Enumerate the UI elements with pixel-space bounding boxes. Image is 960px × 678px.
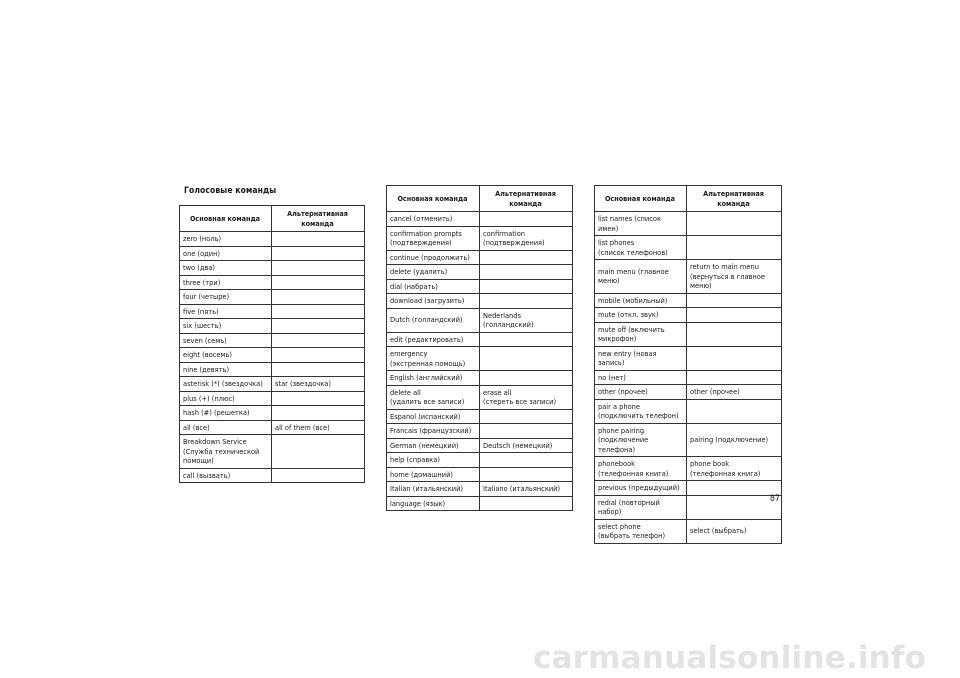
alternative-command-cell: select (выбрать) (687, 519, 782, 543)
main-command-cell: five (пять) (180, 304, 272, 319)
main-command-cell: emergency (экстренная помощь) (387, 347, 480, 371)
main-command-cell: help (справка) (387, 453, 480, 468)
table-row (595, 346, 782, 370)
alternative-command-cell (272, 435, 365, 469)
alternative-command-cell (480, 294, 573, 309)
alternative-command-cell (272, 261, 365, 276)
table-row (595, 495, 782, 519)
page-number: 87 (770, 494, 780, 504)
main-command-cell: Dutch (голландский) (387, 308, 480, 332)
main-command-cell: dial (набрать) (387, 279, 480, 294)
table-row (387, 409, 573, 424)
table-row (595, 322, 782, 346)
table-row (387, 371, 573, 386)
main-command-cell: delete (удалить) (387, 265, 480, 280)
alternative-command-cell: phone book (телефонная книга) (687, 457, 782, 481)
alternative-command-cell: return to main menu (вернуться в главное меню) (687, 260, 782, 294)
table-row (180, 304, 365, 319)
alternative-command-cell (272, 232, 365, 247)
alternative-command-cell (687, 212, 782, 236)
main-command-cell: select phone (выбрать телефон) (595, 519, 687, 543)
table-row (595, 423, 782, 457)
main-command-cell: mute (откл. звук) (595, 308, 687, 323)
table-row (595, 481, 782, 496)
main-command-cell: main menu (главное меню) (595, 260, 687, 294)
alternative-command-cell: Italiano (итальянский) (480, 482, 573, 497)
table-row (180, 319, 365, 334)
main-command-cell: Breakdown Service (Служба технической помощи) (180, 435, 272, 469)
table-row (387, 347, 573, 371)
main-command-cell: call (вызвать) (180, 468, 272, 483)
main-command-header: Основная команда (387, 186, 480, 212)
alternative-command-cell (272, 333, 365, 348)
table-row (595, 236, 782, 260)
alternative-command-cell (687, 236, 782, 260)
alternative-command-cell (480, 496, 573, 511)
table-row (387, 453, 573, 468)
main-command-header: Основная команда (180, 206, 272, 232)
alternative-command-cell: all of them (все) (272, 420, 365, 435)
table-row (595, 399, 782, 423)
table-row (387, 496, 573, 511)
alternative-command-cell (480, 279, 573, 294)
main-command-cell: plus (+) (плюс) (180, 391, 272, 406)
main-command-cell: home (домашний) (387, 467, 480, 482)
table-row (387, 226, 573, 250)
alternative-command-cell (480, 453, 573, 468)
alternative-command-cell (687, 308, 782, 323)
main-command-cell: delete all (удалить все записи) (387, 385, 480, 409)
main-command-cell: list phones (список телефонов) (595, 236, 687, 260)
main-command-cell: seven (семь) (180, 333, 272, 348)
alternative-command-cell (480, 347, 573, 371)
table-row (387, 424, 573, 439)
main-command-cell: other (прочее) (595, 385, 687, 400)
table-row (180, 406, 365, 421)
table-body (595, 212, 782, 544)
table-row (180, 420, 365, 435)
alternative-command-cell (272, 290, 365, 305)
alternative-command-cell (480, 467, 573, 482)
table-row (180, 468, 365, 483)
table-row (180, 348, 365, 363)
main-command-cell: zero (ноль) (180, 232, 272, 247)
alternative-command-cell (272, 319, 365, 334)
alternative-command-cell: star (звездочка) (272, 377, 365, 392)
alternative-command-cell: erase all (стереть все записи) (480, 385, 573, 409)
table-row (595, 385, 782, 400)
table-row (180, 261, 365, 276)
alternative-command-cell (272, 468, 365, 483)
voice-command-table-1 (179, 205, 365, 483)
table-header-row (595, 186, 782, 212)
table-row (595, 519, 782, 543)
alternative-command-cell (480, 212, 573, 227)
voice-command-table-3 (594, 185, 782, 544)
alternative-command-cell (272, 304, 365, 319)
main-command-cell: hash (#) (решетка) (180, 406, 272, 421)
main-command-cell: list names (список имен) (595, 212, 687, 236)
main-command-cell: one (один) (180, 246, 272, 261)
main-command-cell: cancel (отменить) (387, 212, 480, 227)
main-command-cell: nine (девять) (180, 362, 272, 377)
main-command-cell: confirmation prompts (подтверждения) (387, 226, 480, 250)
alternative-command-cell: Nederlands (голландский) (480, 308, 573, 332)
table-header-row (180, 206, 365, 232)
main-command-cell: previous (предыдущий) (595, 481, 687, 496)
alternative-command-cell: pairing (подключение) (687, 423, 782, 457)
main-command-cell: eight (восемь) (180, 348, 272, 363)
voice-command-table-2 (386, 185, 573, 511)
alternative-command-cell: Deutsch (немецкий) (480, 438, 573, 453)
main-command-cell: edit (редактировать) (387, 332, 480, 347)
table-row (595, 293, 782, 308)
table-row (595, 370, 782, 385)
table-row (387, 279, 573, 294)
table-row (180, 362, 365, 377)
table-row (387, 467, 573, 482)
table-row (180, 435, 365, 469)
alternative-command-cell (687, 495, 782, 519)
alternative-command-cell: confirmation (подтверждения) (480, 226, 573, 250)
main-command-cell: phone pairing (подключение телефона) (595, 423, 687, 457)
alternative-command-cell (272, 275, 365, 290)
table-row (387, 308, 573, 332)
alternative-command-cell (272, 348, 365, 363)
main-command-cell: mobile (мобильный) (595, 293, 687, 308)
table-row (180, 290, 365, 305)
table-body (387, 212, 573, 511)
main-command-cell: language (язык) (387, 496, 480, 511)
section-title: Голосовые команды (184, 186, 277, 196)
main-command-cell: six (шесть) (180, 319, 272, 334)
table-row (595, 212, 782, 236)
main-command-cell: Francais (французский) (387, 424, 480, 439)
table-row (595, 457, 782, 481)
main-command-cell: two (два) (180, 261, 272, 276)
main-command-cell: German (немецкий) (387, 438, 480, 453)
table-row (180, 246, 365, 261)
alternative-command-header: Альтернативная команда (687, 186, 782, 212)
main-command-cell: redial (повторный набор) (595, 495, 687, 519)
main-command-cell: asterisk (*) (звездочка) (180, 377, 272, 392)
table-row (595, 308, 782, 323)
alternative-command-header: Альтернативная команда (480, 186, 573, 212)
alternative-command-cell (687, 370, 782, 385)
alternative-command-cell (687, 293, 782, 308)
table-row (387, 482, 573, 497)
table-row (595, 260, 782, 294)
alternative-command-cell (480, 250, 573, 265)
main-command-cell: new entry (новая запись) (595, 346, 687, 370)
alternative-command-cell (687, 481, 782, 496)
table-header-row (387, 186, 573, 212)
alternative-command-cell (687, 322, 782, 346)
alternative-command-cell (480, 409, 573, 424)
main-command-cell: four (четыре) (180, 290, 272, 305)
main-command-cell: three (три) (180, 275, 272, 290)
table-row (387, 294, 573, 309)
main-command-cell: continue (продолжить) (387, 250, 480, 265)
table-row (180, 275, 365, 290)
alternative-command-cell (480, 371, 573, 386)
table-row (387, 265, 573, 280)
alternative-command-cell (272, 246, 365, 261)
main-command-cell: phonebook (телефонная книга) (595, 457, 687, 481)
alternative-command-cell (272, 362, 365, 377)
table-row (180, 391, 365, 406)
main-command-header: Основная команда (595, 186, 687, 212)
alternative-command-cell (272, 406, 365, 421)
main-command-cell: English (английский) (387, 371, 480, 386)
alternative-command-cell (687, 399, 782, 423)
table-row (387, 250, 573, 265)
main-command-cell: all (все) (180, 420, 272, 435)
watermark: carmanualsonline.info (533, 640, 927, 676)
alternative-command-cell (480, 265, 573, 280)
main-command-cell: download (загрузить) (387, 294, 480, 309)
main-command-cell: mute off (включить микрофон) (595, 322, 687, 346)
alternative-command-cell (687, 346, 782, 370)
main-command-cell: no (нет) (595, 370, 687, 385)
table-row (180, 232, 365, 247)
alternative-command-header: Альтернативная команда (272, 206, 365, 232)
alternative-command-cell: other (прочее) (687, 385, 782, 400)
main-command-cell: pair a phone (подключить телефон) (595, 399, 687, 423)
alternative-command-cell (480, 332, 573, 347)
table-row (180, 333, 365, 348)
table-body (180, 232, 365, 483)
table-row (387, 332, 573, 347)
main-command-cell: Espanol (испанский) (387, 409, 480, 424)
main-command-cell: Italian (итальянский) (387, 482, 480, 497)
table-row (180, 377, 365, 392)
table-row (387, 438, 573, 453)
alternative-command-cell (272, 391, 365, 406)
table-row (387, 212, 573, 227)
alternative-command-cell (480, 424, 573, 439)
table-row (387, 385, 573, 409)
